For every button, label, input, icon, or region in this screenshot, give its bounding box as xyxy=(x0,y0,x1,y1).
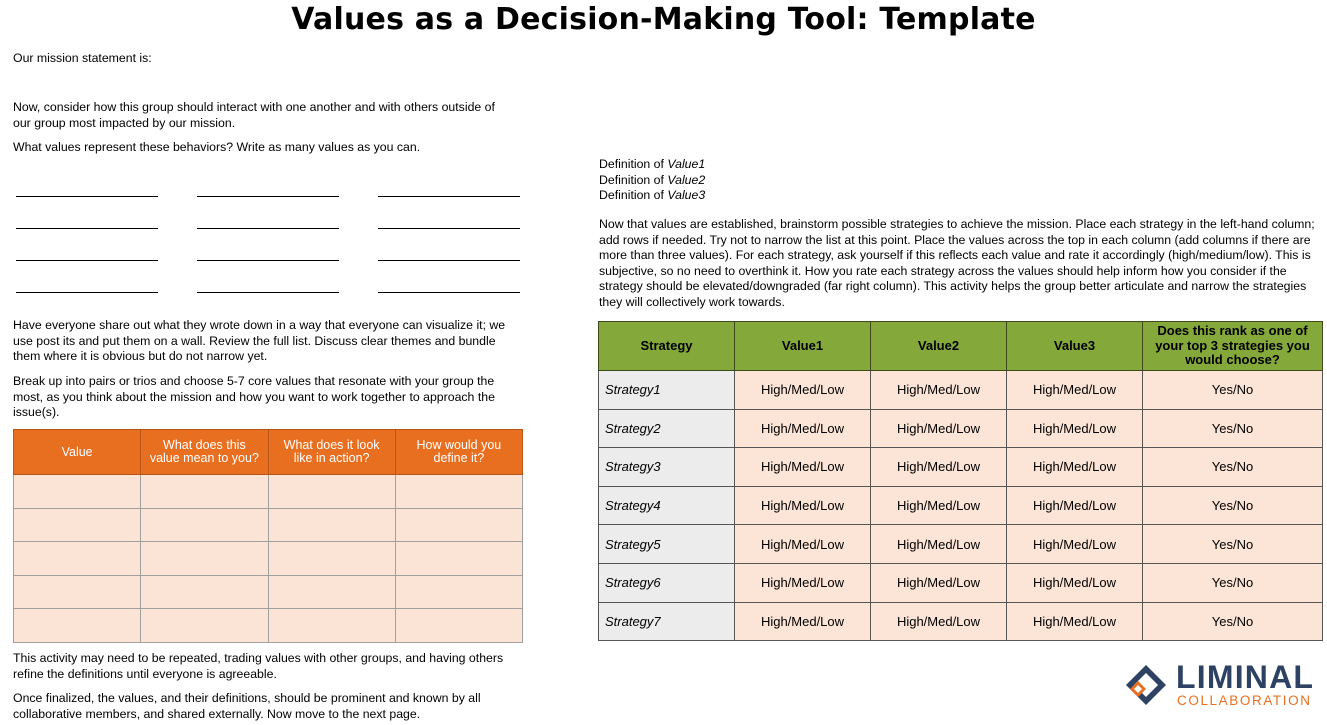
logo-wordmark: LIMINAL xyxy=(1176,659,1315,695)
blank-line[interactable] xyxy=(16,228,158,229)
strategy-table-header xyxy=(599,322,1323,371)
mission-statement-prompt: Our mission statement is: xyxy=(13,51,152,65)
table-row xyxy=(14,609,523,643)
rating-cell[interactable]: High/Med/Low xyxy=(871,563,1007,602)
top3-choice-cell[interactable]: Yes/No xyxy=(1143,448,1323,487)
rating-cell[interactable]: High/Med/Low xyxy=(1007,525,1143,564)
table-cell[interactable] xyxy=(395,609,522,643)
table-row xyxy=(599,563,1323,602)
table-row xyxy=(599,448,1323,487)
table-cell[interactable] xyxy=(14,575,141,609)
header-value: Value xyxy=(14,430,141,475)
header-top3: Does this rank as one of your top 3 strategies you would choose? xyxy=(1143,322,1323,371)
blank-line[interactable] xyxy=(197,196,339,197)
values-table-header xyxy=(14,430,523,475)
rating-cell[interactable]: High/Med/Low xyxy=(1007,448,1143,487)
strategy-table-body xyxy=(599,371,1323,641)
rating-cell[interactable]: High/Med/Low xyxy=(735,371,871,410)
header-value3: Value3 xyxy=(1007,322,1143,371)
definition-value: Value2 xyxy=(667,172,706,187)
strategy-name-cell[interactable]: Strategy7 xyxy=(599,602,735,641)
table-cell[interactable] xyxy=(141,575,268,609)
rating-cell[interactable]: High/Med/Low xyxy=(1007,563,1143,602)
rating-cell[interactable]: High/Med/Low xyxy=(871,486,1007,525)
table-cell[interactable] xyxy=(395,575,522,609)
breakup-paragraph: Break up into pairs or trios and choose 5-7 core values that resonate with your group the most, as you think about the mission and how you want to work together to approach the issue(s). xyxy=(13,374,495,420)
values-table xyxy=(13,429,523,643)
header-meaning: What does this value mean to you? xyxy=(141,430,268,475)
rating-cell[interactable]: High/Med/Low xyxy=(735,448,871,487)
rating-cell[interactable]: High/Med/Low xyxy=(871,448,1007,487)
table-cell[interactable] xyxy=(268,575,395,609)
table-cell[interactable] xyxy=(395,542,522,576)
top3-choice-cell[interactable]: Yes/No xyxy=(1143,525,1323,564)
definitions-list xyxy=(599,157,899,204)
table-cell[interactable] xyxy=(268,542,395,576)
table-row xyxy=(14,475,523,509)
rating-cell[interactable]: High/Med/Low xyxy=(1007,409,1143,448)
header-in-action: What does it look like in action? xyxy=(268,430,395,475)
table-cell[interactable] xyxy=(14,609,141,643)
table-row xyxy=(14,575,523,609)
header-value2: Value2 xyxy=(871,322,1007,371)
rating-cell[interactable]: High/Med/Low xyxy=(1007,602,1143,641)
rating-cell[interactable]: High/Med/Low xyxy=(871,409,1007,448)
strategy-name-cell[interactable]: Strategy4 xyxy=(599,486,735,525)
definition-prefix: Definition of xyxy=(599,172,664,187)
table-row xyxy=(14,508,523,542)
rating-cell[interactable]: High/Med/Low xyxy=(735,409,871,448)
definition-value: Value3 xyxy=(667,188,706,203)
blank-line[interactable] xyxy=(378,260,520,261)
table-cell[interactable] xyxy=(141,542,268,576)
strategy-table xyxy=(598,321,1323,641)
blank-line[interactable] xyxy=(16,292,158,293)
table-cell[interactable] xyxy=(268,508,395,542)
blank-line[interactable] xyxy=(197,228,339,229)
table-row xyxy=(599,371,1323,410)
definition-prefix: Definition of xyxy=(599,188,664,203)
definition-value: Value1 xyxy=(667,157,706,171)
table-row xyxy=(599,525,1323,564)
table-cell[interactable] xyxy=(14,542,141,576)
table-cell[interactable] xyxy=(14,508,141,542)
top3-choice-cell[interactable]: Yes/No xyxy=(1143,371,1323,410)
share-paragraph: Have everyone share out what they wrote down in a way that everyone can visualize it; we use post its and put them on a wall. Review the full list. Discuss clear themes and bundle them where it is obvious but do not narrow yet. xyxy=(13,318,506,364)
definition-line xyxy=(599,188,899,204)
table-cell[interactable] xyxy=(141,475,268,509)
blank-line[interactable] xyxy=(16,260,158,261)
table-row xyxy=(599,409,1323,448)
strategy-name-cell[interactable]: Strategy1 xyxy=(599,371,735,410)
rating-cell[interactable]: High/Med/Low xyxy=(871,602,1007,641)
blank-line[interactable] xyxy=(378,228,520,229)
blank-line[interactable] xyxy=(197,292,339,293)
rating-cell[interactable]: High/Med/Low xyxy=(871,525,1007,564)
repeat-paragraph: This activity may need to be repeated, trading values with other groups, and having others refine the definitions until everyone is agreeable. xyxy=(13,651,504,681)
blank-line[interactable] xyxy=(378,292,520,293)
consider-paragraph: Now, consider how this group should interact with one another and with others outside of our group most impacted by our mission. xyxy=(13,100,495,130)
table-cell[interactable] xyxy=(14,475,141,509)
top3-choice-cell[interactable]: Yes/No xyxy=(1143,602,1323,641)
logo-diamond-icon xyxy=(1124,663,1168,707)
table-cell[interactable] xyxy=(395,508,522,542)
definition-line xyxy=(599,157,899,173)
top3-choice-cell[interactable]: Yes/No xyxy=(1143,563,1323,602)
strategy-name-cell[interactable]: Strategy6 xyxy=(599,563,735,602)
table-cell[interactable] xyxy=(268,475,395,509)
rating-cell[interactable]: High/Med/Low xyxy=(1007,371,1143,410)
rating-cell[interactable]: High/Med/Low xyxy=(735,525,871,564)
blank-line[interactable] xyxy=(378,196,520,197)
table-cell[interactable] xyxy=(141,609,268,643)
finalized-paragraph: Once finalized, the values, and their definitions, should be prominent and known by all collaborative members, and shared externally. Now move to the next page. xyxy=(13,691,481,721)
definition-prefix: Definition of xyxy=(599,157,664,171)
logo-subtitle: COLLABORATION xyxy=(1177,693,1312,708)
table-row xyxy=(599,486,1323,525)
header-definition: How would you define it? xyxy=(395,430,522,475)
table-row xyxy=(14,542,523,576)
liminal-logo xyxy=(1124,661,1314,711)
blank-line[interactable] xyxy=(16,196,158,197)
table-cell[interactable] xyxy=(268,609,395,643)
rating-cell[interactable]: High/Med/Low xyxy=(735,602,871,641)
table-row xyxy=(599,602,1323,641)
header-strategy: Strategy xyxy=(599,322,735,371)
top3-choice-cell[interactable]: Yes/No xyxy=(1143,409,1323,448)
strategy-name-cell[interactable]: Strategy5 xyxy=(599,525,735,564)
what-values-prompt: What values represent these behaviors? Write as many values as you can. xyxy=(13,140,421,154)
strategy-name-cell[interactable]: Strategy3 xyxy=(599,448,735,487)
rating-cell[interactable]: High/Med/Low xyxy=(871,371,1007,410)
rating-cell[interactable]: High/Med/Low xyxy=(735,563,871,602)
table-cell[interactable] xyxy=(141,508,268,542)
page-title: Values as a Decision-Making Tool: Template xyxy=(291,2,1036,37)
rating-cell[interactable]: High/Med/Low xyxy=(1007,486,1143,525)
rating-cell[interactable]: High/Med/Low xyxy=(735,486,871,525)
top3-choice-cell[interactable]: Yes/No xyxy=(1143,486,1323,525)
strategy-instructions: Now that values are established, brainstorm possible strategies to achieve the mission. Place each strategy in the left-hand column; add rows if needed. Try not to narrow the list at this point. Place the values across the top in each column (add columns if there are more than three values). For each strategy, ask yourself if this reflects each value and rate it accordingly (high/medium/low). This is subjective, so no need to overthink it. How you rate each strategy across the values should help inform how you consider if the strategy should be elevated/downgraded (far right column). This activity helps the group better articulate and narrow the strategies they will collectively work towards. xyxy=(599,217,1315,309)
definition-line xyxy=(599,173,899,189)
table-cell[interactable] xyxy=(395,475,522,509)
strategy-name-cell[interactable]: Strategy2 xyxy=(599,409,735,448)
header-value1: Value1 xyxy=(735,322,871,371)
blank-line[interactable] xyxy=(197,260,339,261)
